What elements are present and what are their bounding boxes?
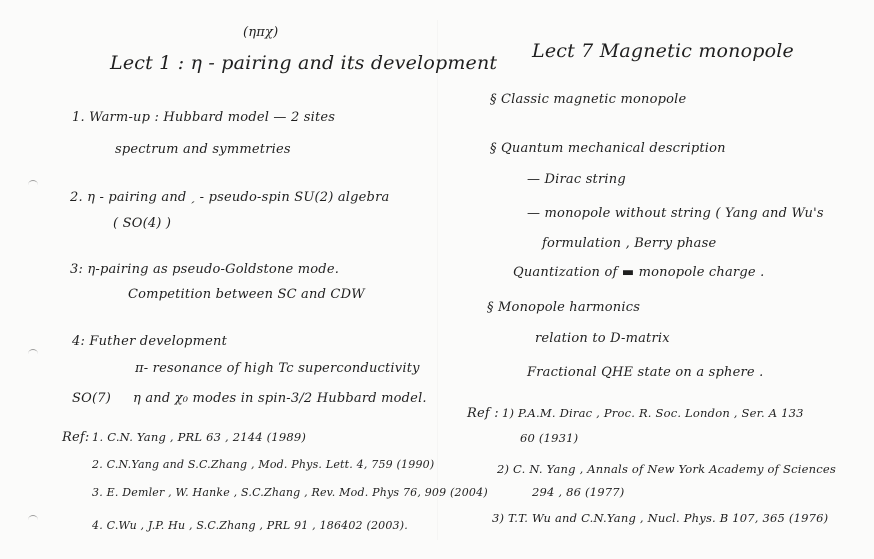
item-1-line1: 1. Warm-up : Hubbard model — 2 sites: [72, 110, 336, 125]
item-2-line2: ( SO(4) ): [113, 216, 172, 231]
so7-label: SO(7): [72, 391, 111, 406]
section-quantum: § Quantum mechanical description: [490, 141, 726, 156]
left-lecture-title: Lect 1 : η - pairing and its development: [110, 52, 498, 74]
item-1-line2: spectrum and symmetries: [115, 142, 291, 157]
so7-text: η and χ₀ modes in spin-3/2 Hubbard model.: [133, 391, 427, 406]
item-4-line2: π- resonance of high Tc superconductivity: [135, 361, 420, 376]
right-lecture-title: Lect 7 Magnetic monopole: [532, 40, 794, 62]
item-2-line1: 2. η - pairing and ˏ ‐ pseudo-spin SU(2) algebra: [70, 190, 390, 205]
left-ref-4: 4. C.Wu , J.P. Hu , S.C.Zhang , PRL 91 , 186402 (2003).: [92, 519, 408, 532]
right-ref-2a: 2) C. N. Yang , Annals of New York Academy of Sciences: [497, 462, 836, 476]
sub-without-string: — monopole without string ( Yang and Wu's: [527, 206, 824, 221]
right-ref-label: Ref :: [467, 406, 499, 421]
page-fold: [437, 20, 438, 540]
item-4-line1: 4: Futher development: [72, 334, 227, 349]
left-ref-2: 2. C.N.Yang and S.C.Zhang , Mod. Phys. Lett. 4, 759 (1990): [92, 458, 435, 471]
section-classic: § Classic magnetic monopole: [490, 92, 687, 107]
header-tag: (ηπχ): [243, 25, 279, 40]
item-3-line2: Competition between SC and CDW: [128, 287, 365, 302]
sub-quantization: Quantization of ▬ monopole charge .: [513, 265, 765, 280]
sub-formulation: formulation , Berry phase: [542, 236, 717, 251]
right-ref-1a: 1) P.A.M. Dirac , Proc. R. Soc. London , Ser. A 133: [502, 406, 804, 420]
section-harmonics: § Monopole harmonics: [487, 300, 641, 315]
left-ref-1: 1. C.N. Yang , PRL 63 , 2144 (1989): [92, 430, 307, 444]
sub-dirac-string: — Dirac string: [527, 172, 626, 187]
sub-fqhe: Fractional QHE state on a sphere .: [527, 365, 764, 380]
sub-dmatrix: relation to D-matrix: [535, 331, 670, 346]
item-3-line1: 3: η-pairing as pseudo-Goldstone mode.: [70, 262, 340, 277]
punch-mark: [28, 515, 38, 522]
left-ref-label: Ref:: [62, 430, 90, 445]
left-ref-3: 3. E. Demler , W. Hanke , S.C.Zhang , Rev. Mod. Phys 76, 909 (2004): [92, 486, 488, 499]
right-ref-2b: 294 , 86 (1977): [532, 485, 625, 499]
right-ref-3a: 3) T.T. Wu and C.N.Yang , Nucl. Phys. B 107, 365 (1976): [492, 511, 829, 525]
punch-mark: [28, 180, 38, 187]
punch-mark: [28, 349, 38, 356]
right-ref-1b: 60 (1931): [520, 431, 579, 445]
